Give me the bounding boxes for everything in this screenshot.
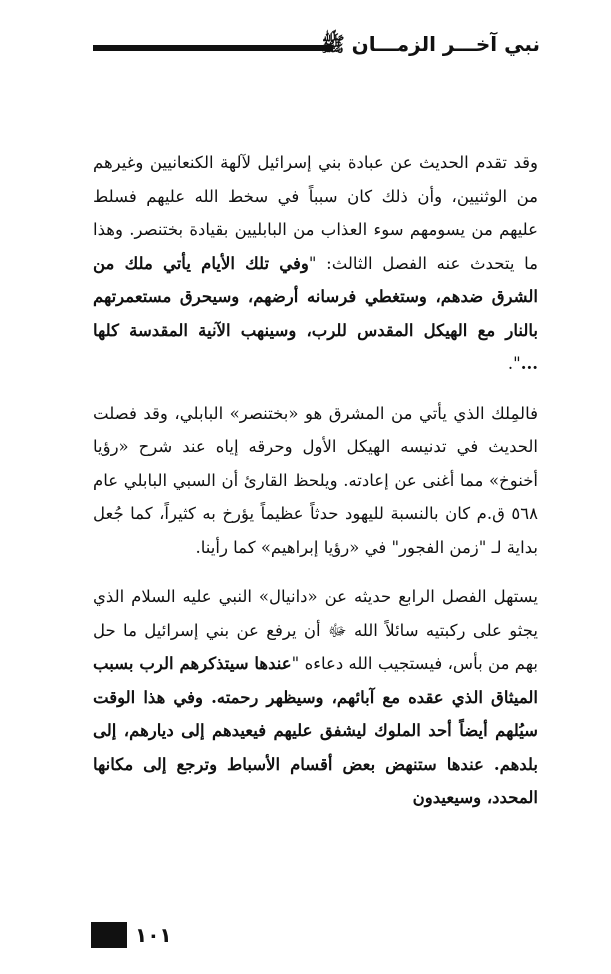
page-number: ١٠١ (135, 923, 172, 947)
body-text (93, 146, 538, 815)
paragraph (93, 146, 538, 381)
text-span: وقد تقدم الحديث عن عبادة بني إسرائيل لآلهة الكنعانيين وغيرهم من الوثنيين، وأن ذلك كان سبباً في سخط الله عليهم فسلط عليهم من يسومهم سوء العذاب من البابليين بقيادة بختنصر. وهذا ما يتحدث عنه الفصل الثالث: " (93, 153, 538, 273)
paragraph (93, 580, 538, 815)
running-title: نبي آخـــر الزمـــان ﷺ (320, 32, 540, 56)
text-span: فالمِلك الذي يأتي من المشرق هو «بختنصر» البابلي، وقد فصلت الحديث في تدنيسه الهيكل الأول وحرقه إياه عند شرح «رؤيا أخنوخ» مما أغنى عن إعادته. ويلحظ القارئ أن السبي البابلي عام ٥٦٨ ق.م كان بالنسبة لليهود حدثاً عظيماً يؤرخ به كثيراً، كما جُعل بداية لـ "زمن الفجور" في «رؤيا إبراهيم» كما رأينا. (93, 403, 538, 557)
page-footer (91, 922, 181, 948)
text-span: يستهل الفصل الرابع حديثه عن «دانيال» النبي عليه السلام الذي يجثو على ركبتيه سائلاً الله ﷻ أن يرفع عن بني إسرائيل ما حل بهم من بأس، فيستجيب الله دعاءه " (93, 587, 538, 673)
text-span: ". (507, 354, 521, 373)
paragraph (93, 397, 538, 565)
bold-quote-span: عندها سيتذكرهم الرب بسبب الميثاق الذي عقده مع آبائهم، وسيظهر رحمته. وفي هذا الوقت سيُلهم أيضاً أحد الملوك ليشفق عليهم فيعيدهم إلى ديارهم، إلى بلدهم. عندها ستنهض بعض أقسام الأسباط وترجع إلى مكانها المحدد، وسيعيدون (93, 654, 538, 807)
running-header (90, 30, 540, 60)
footer-block (91, 922, 127, 948)
header-rule (93, 45, 333, 51)
bold-quote-span: وفي تلك الأيام يأتي ملك من الشرق ضدهم، وستغطي فرسانه أرضهم، وسيحرق مستعمرتهم بالنار مع الهيكل المقدس للرب، وسينهب الآنية المقدسة كلها ... (93, 253, 538, 373)
